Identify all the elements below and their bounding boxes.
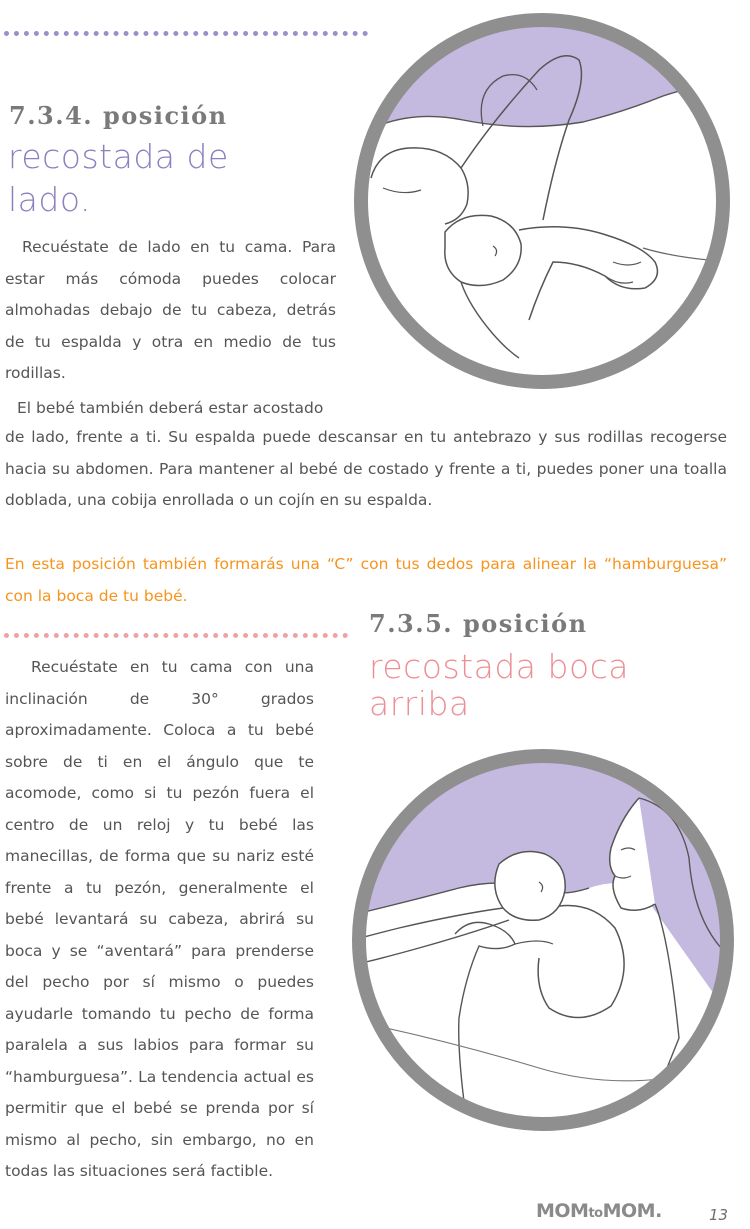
section-734-highlight-note: En esta posición también formarás una “C” con tus dedos para alinear la “hamburguesa” con la boca de tu bebé. bbox=[5, 555, 727, 605]
section-734-title-line1: recostada de bbox=[8, 137, 229, 176]
bottom-dotted-divider bbox=[4, 633, 348, 638]
page-number: 13 bbox=[709, 1206, 729, 1224]
section-735-number: 7.3.5. posición bbox=[369, 609, 588, 638]
reclined-illustration bbox=[339, 738, 745, 1138]
section-734-number: 7.3.4. posición bbox=[9, 101, 228, 130]
section-734-paragraph-2-first-line: El bebé también deberá estar acostado bbox=[17, 399, 324, 417]
section-734-paragraph-1: Recuéstate de lado en tu cama. Para estar más cómoda puedes colocar almohadas debajo de tu cabeza, detrás de tu espalda y otra en medio de tus rodillas. bbox=[5, 238, 336, 382]
section-734-paragraph-2: de lado, frente a ti. Su espalda puede descansar en tu antebrazo y sus rodillas recogerse hacia su abdomen. Para mantener al bebé de costado y frente a ti, puedes poner una toalla doblada, una cobija enrollada o un cojín en su espalda. bbox=[5, 428, 727, 509]
section-735-title-line2: arriba bbox=[369, 684, 470, 723]
section-734-title-line2: lado. bbox=[8, 180, 91, 219]
section-735-paragraph: Recuéstate en tu cama con una inclinación de 30° grados aproximadamente. Coloca a tu bebé sobre de ti en el ángulo que te acomode, como si tu pezón fuera el centro de un reloj y tu bebé las manecillas, de forma que su nariz esté frente a tu pezón, generalmente el bebé levantará su cabeza, abrirá su boca y se “aventará” para prenderse del pecho por sí mismo o puedes ayudarle tomando tu pecho de forma paralela a sus labios para formar su “hamburguesa”. La tendencia actual es permitir que el bebé se prenda por sí mismo al pecho, sin embargo, no en todas las situaciones será factible. bbox=[5, 658, 314, 1180]
side-lying-illustration bbox=[343, 0, 741, 402]
section-735-title-line1: recostada boca bbox=[369, 647, 629, 686]
top-dotted-divider bbox=[4, 31, 368, 36]
brand-logo: MOMtoMOM. bbox=[536, 1200, 662, 1222]
